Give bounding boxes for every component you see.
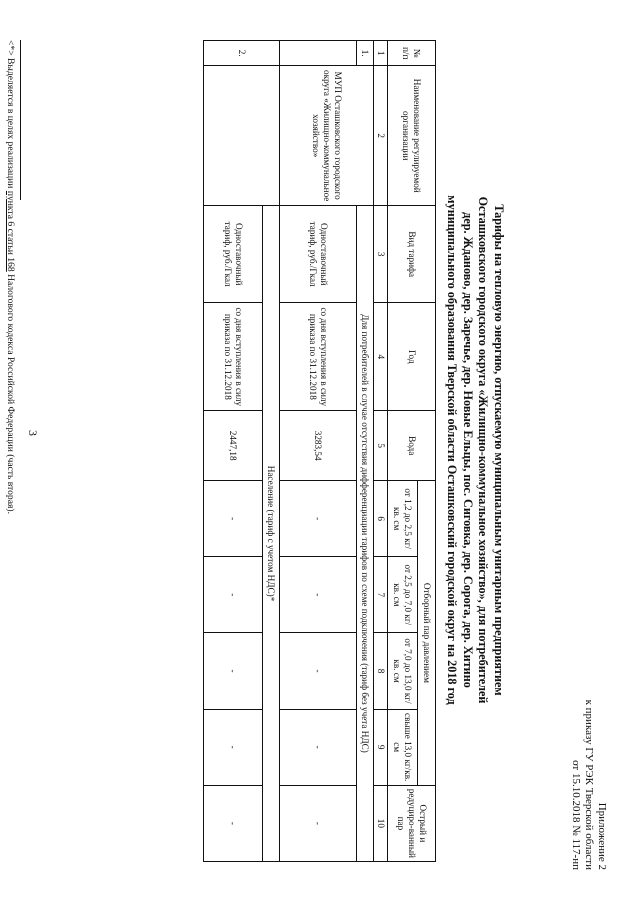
sharp-steam-value: - [280, 785, 357, 861]
col-number: 9 [374, 709, 388, 785]
appendix-line-3: от 15.10.2018 № 117-нп [570, 760, 582, 870]
header-steam-2: от 2,5 до 7,0 кг/кв. см [388, 557, 418, 633]
appendix-line-2: к приказу ГУ РЭК Тверской области [583, 699, 595, 870]
steam-2-value: - [280, 557, 357, 633]
footnote-prefix: <*> Выделяется в целях реализации [5, 40, 16, 191]
header-row-1 [418, 41, 436, 862]
steam-3-value: - [204, 633, 263, 709]
row-num-spacer [280, 41, 357, 66]
footnote-suffix: Налогового кодекса Российской Федерации (часть вторая). [5, 271, 16, 514]
title-line-2: Осташковского городского округа «Жилищно-коммунальное хозяйство», для потребителей [476, 196, 491, 704]
appendix-line-1: Приложение 2 [596, 802, 608, 870]
steam-2-value: - [204, 557, 263, 633]
tariff-table [203, 40, 436, 862]
header-num: № п/п [388, 41, 436, 66]
appendix-block [569, 610, 608, 870]
steam-4-value: - [204, 709, 263, 785]
col-number: 6 [374, 481, 388, 557]
header-steam-group: Отборный пар давлением [418, 481, 436, 786]
section-row-2 [263, 41, 280, 862]
sharp-steam-value: - [204, 785, 263, 861]
col-number: 2 [374, 66, 388, 206]
row-num-1: 1. [357, 41, 374, 66]
col-number: 3 [374, 206, 388, 303]
col-number: 8 [374, 633, 388, 709]
header-steam-3: от 7,0 до 13,0 кг/кв. см [388, 633, 418, 709]
col-number: 1 [374, 41, 388, 66]
title-line-4: муниципального образования Тверской области Осташковский городской округ на 2018 год [445, 195, 460, 705]
col-number: 4 [374, 303, 388, 411]
col-number: 10 [374, 785, 388, 861]
title-line-1: Тарифы на тепловую энергию, отпускаемую муниципальным унитарным предприятием [492, 204, 506, 696]
org-name-cell: МУП Осташковского городского округа «Жилищно-коммунальное хозяйство» [280, 66, 374, 206]
row-num-2: 2. [204, 41, 280, 66]
header-water: Вода [388, 411, 436, 481]
header-sharp-steam: Острый и редуциро-ванный пар [388, 785, 436, 861]
column-number-row [374, 41, 388, 862]
footnote [5, 40, 16, 514]
document-title [444, 40, 506, 860]
landscape-page [5, 20, 614, 880]
header-year: Год [388, 303, 436, 411]
steam-1-value: - [204, 481, 263, 557]
water-value: 3283,54 [280, 411, 357, 481]
section-row-1 [357, 41, 374, 862]
header-org: Наименование регулируемой организации [388, 66, 436, 206]
footnote-divider [20, 40, 21, 200]
steam-1-value: - [280, 481, 357, 557]
page-number: 3 [26, 430, 40, 436]
water-value: 2447,18 [204, 411, 263, 481]
org-name-cell-empty [204, 66, 280, 206]
header-steam-4: свыше 13,0 кг/кв. см [388, 709, 418, 785]
header-steam-1: от 1,2 до 2,5 кг/кв. см [388, 481, 418, 557]
title-line-3: дер. Жданово, дер. Заречье, дер. Новые Ельцы, пос. Сиговка, дер. Сорога, дер. Хитино [460, 212, 475, 688]
tariff-type-cell: Одноставочный тариф, руб./Гкал [204, 206, 263, 303]
section-2-label: Население (тариф с учетом НДС)* [263, 206, 280, 862]
section-1-label: Для потребителей в случае отсутствия дифференциации тарифов по схеме подключения (тариф без учета НДС) [357, 206, 374, 862]
steam-4-value: - [280, 709, 357, 785]
steam-3-value: - [280, 633, 357, 709]
col-number: 7 [374, 557, 388, 633]
tariff-type-cell: Одноставочный тариф, руб./Гкал [280, 206, 357, 303]
year-cell: со дня вступления в силу приказа по 31.12.2018 [280, 303, 357, 411]
year-cell: со дня вступления в силу приказа по 31.12.2018 [204, 303, 263, 411]
footnote-link[interactable]: пункта 6 статьи 168 [5, 190, 16, 272]
header-tariff-type: Вид тарифа [388, 206, 436, 303]
col-number: 5 [374, 411, 388, 481]
